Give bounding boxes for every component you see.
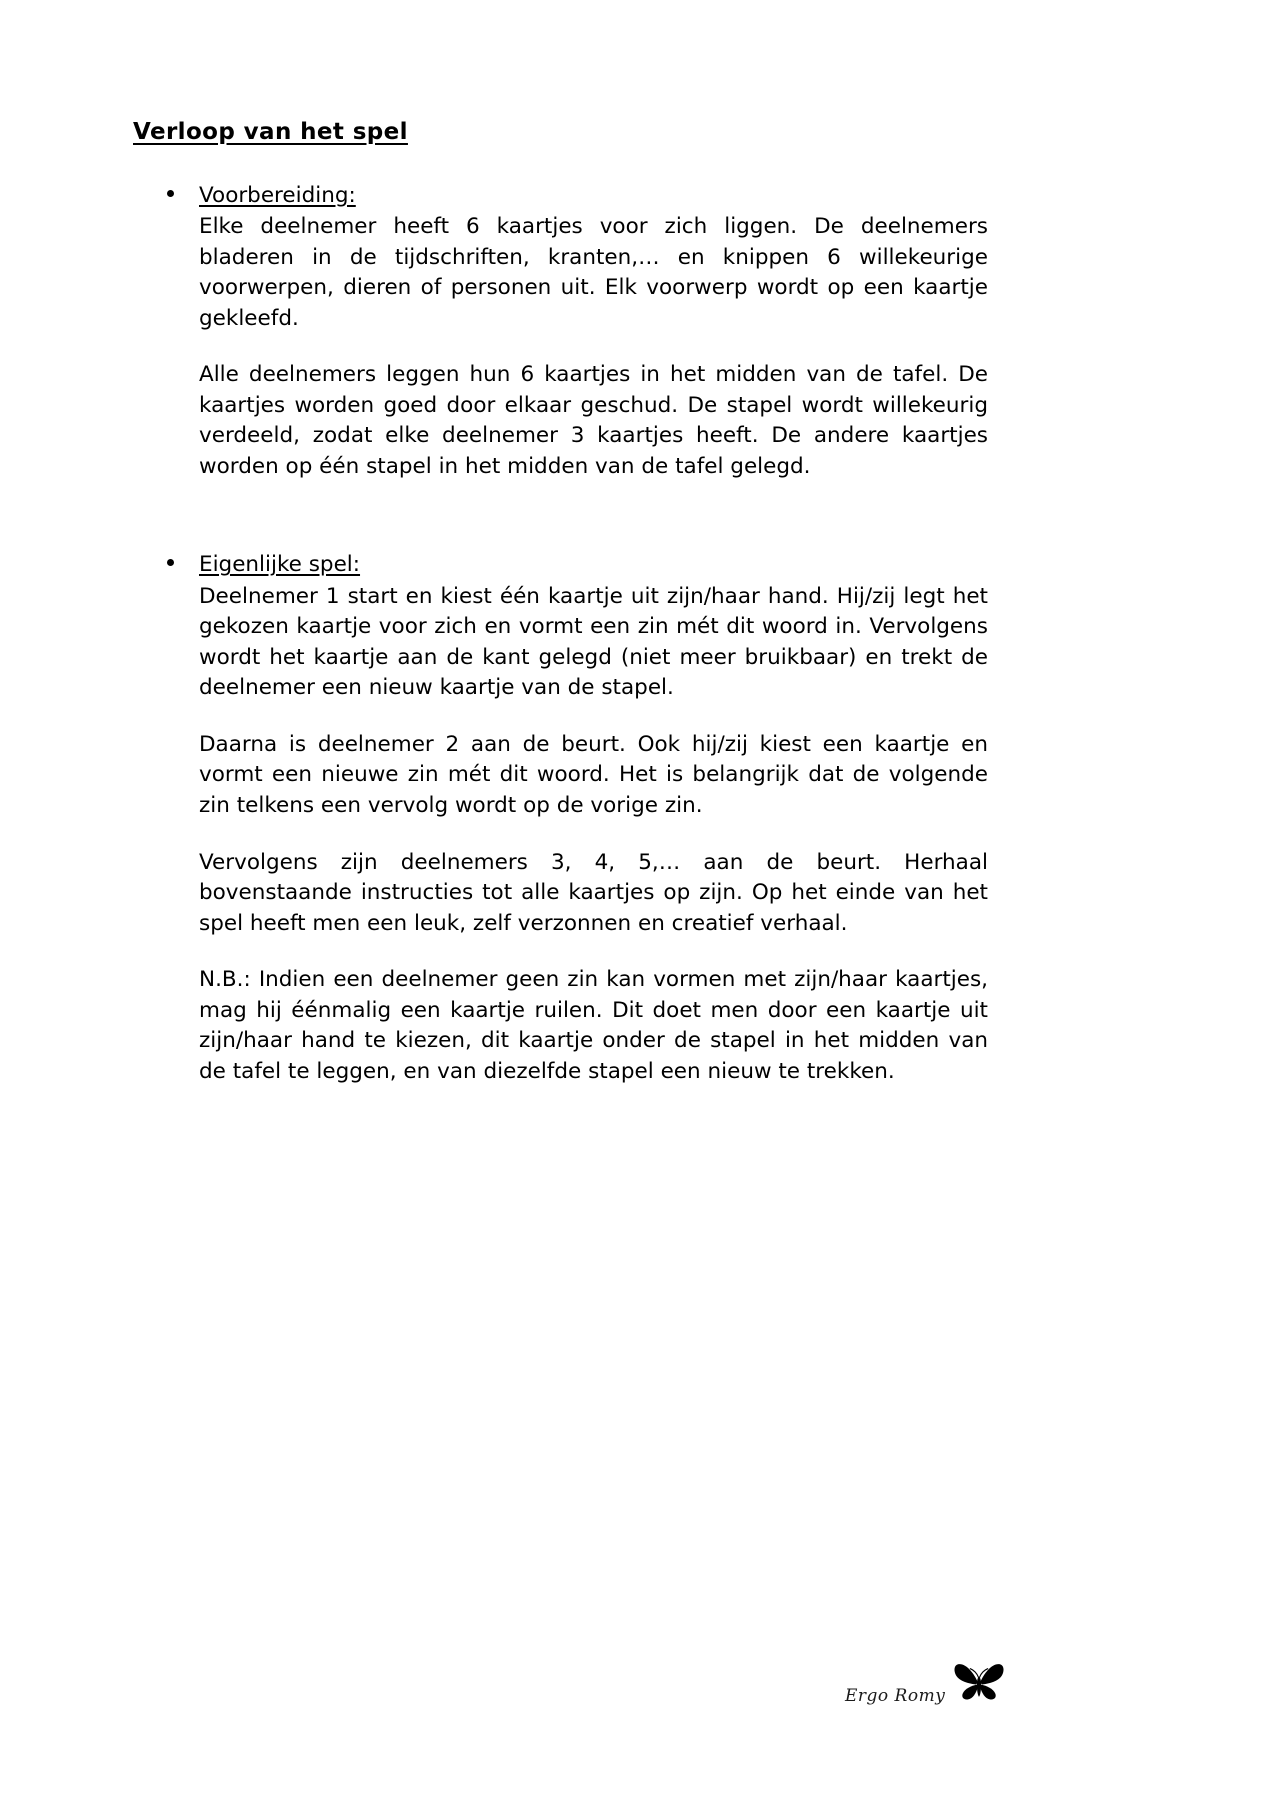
bullet-heading-voorbereiding: Voorbereiding:: [199, 182, 356, 208]
section-eigenlijke-spel: [133, 550, 988, 1087]
paragraph-eigenlijke-spel-1: Deelnemer 1 start en kiest één kaartje uit zijn/haar hand. Hij/zij legt het gekozen kaartje voor zich en vormt een zin mét dit woord in. Vervolgens wordt het kaartje aan de kant gelegd (niet meer bruikbaar) en trekt de deelnemer een nieuw kaartje van de stapel.: [199, 583, 988, 701]
butterfly-icon: [953, 1660, 1005, 1706]
footer-wordmark: Ergo Romy: [845, 1686, 946, 1706]
document-body: [133, 118, 988, 1087]
paragraph-eigenlijke-spel-3: Vervolgens zijn deelnemers 3, 4, 5,… aan de beurt. Herhaal bovenstaande instructies tot alle kaartjes op zijn. Op het einde van het spel heeft men een leuk, zelf verzonnen en creatief verhaal.: [199, 849, 988, 936]
section-voorbereiding: [133, 181, 988, 483]
paragraph-voorbereiding-2: Alle deelnemers leggen hun 6 kaartjes in het midden van de tafel. De kaartjes worden goed door elkaar geschud. De stapel wordt willekeurig verdeeld, zodat elke deelnemer 3 kaartjes heeft. De andere kaartjes worden op één stapel in het midden van de tafel gelegd.: [199, 362, 988, 479]
bullet-dot-icon: [167, 559, 174, 566]
paragraph-eigenlijke-spel-nb: N.B.: Indien een deelnemer geen zin kan vormen met zijn/haar kaartjes, mag hij éénmalig een kaartje ruilen. Dit doet men door een kaartje uit zijn/haar hand te kiezen, dit kaartje onder de stapel in het midden van de tafel te leggen, en van diezelfde stapel een nieuw te trekken.: [199, 967, 988, 1084]
paragraph-eigenlijke-spel-2: Daarna is deelnemer 2 aan de beurt. Ook hij/zij kiest een kaartje en vormt een nieuwe zin mét dit woord. Het is belangrijk dat de volgende zin telkens een vervolg wordt op de vorige zin.: [199, 731, 988, 818]
page-title: Verloop van het spel: [133, 119, 408, 145]
bullet-dot-icon: [167, 190, 174, 197]
footer-logo: [845, 1648, 1005, 1720]
section-spacer: [133, 482, 988, 550]
paragraph-voorbereiding-1: Elke deelnemer heeft 6 kaartjes voor zich liggen. De deelnemers bladeren in de tijdschriften, kranten,… en knippen 6 willekeurige voorwerpen, dieren of personen uit. Elk voorwerp wordt op een kaartje gekleefd.: [199, 214, 988, 331]
bullet-heading-eigenlijke-spel: Eigenlijke spel:: [199, 552, 361, 578]
